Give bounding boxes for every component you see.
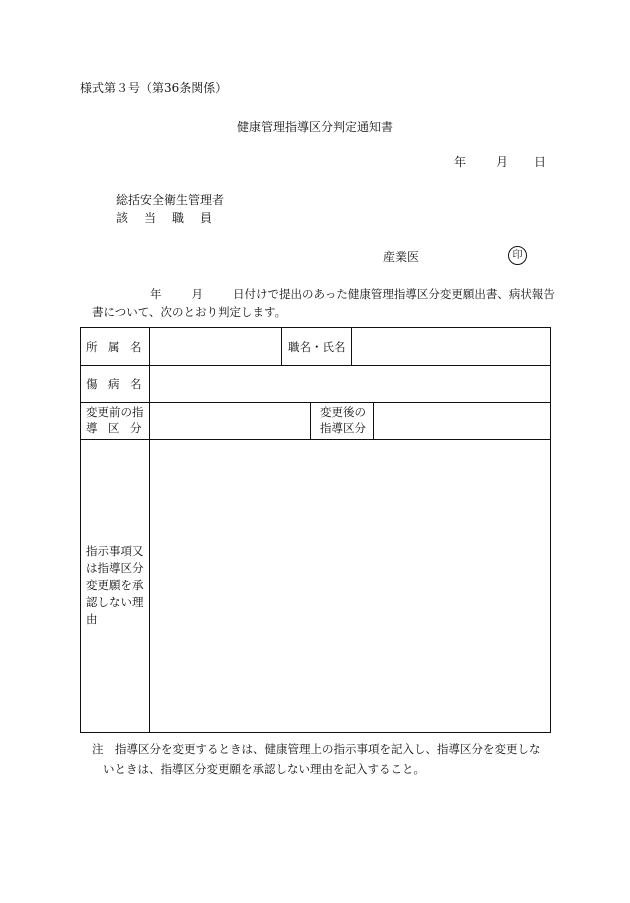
disease-field[interactable] [151,366,549,401]
body-month-label: 月 [191,287,203,301]
date-day-label: 日 [534,155,547,169]
after-category-field[interactable] [375,403,549,438]
table-rule [373,402,374,439]
table-rule [281,328,282,365]
before-category-field[interactable] [151,403,309,438]
after-label-line1: 変更後の [320,405,366,419]
form-number: 様式第３号（第36条関係） [80,81,228,95]
label-char: 傷 [86,377,98,391]
label-char: 所 [86,340,98,354]
body-year-label: 年 [150,287,162,301]
note-line2: いときは、指導区分変更願を承認しない理由を記入すること。 [103,762,425,776]
reason-label-line3: 変更願を承 [86,578,144,592]
body-line1-text: 日付けで提出のあった健康管理指導区分変更願出書、病状報告 [233,287,555,301]
addressee-line1: 総括安全衛生管理者 [116,193,225,207]
table-rule [310,402,311,439]
addressee-line2 [116,211,228,225]
reason-label-line2: は指導区分 [86,561,144,575]
seal-mark: 印 [508,246,527,265]
before-label-line2 [86,421,152,436]
doctor-label: 産業医 [383,250,420,264]
reason-field[interactable] [151,440,549,731]
date-year-label: 年 [454,155,467,169]
label-char: 区 [108,421,120,435]
addressee-char: 該 [116,211,129,225]
label-char: 名 [130,340,142,354]
note-line1: 注 指導区分を変更するときは、健康管理上の指示事項を記入し、指導区分を変更しな [92,742,541,756]
after-label-line2: 指導区分 [320,421,366,435]
date-line [432,155,546,169]
job-name-label: 職名・氏名 [288,340,346,354]
form-table [80,327,551,733]
addressee-char: 員 [200,211,213,225]
addressee-char: 職 [172,211,185,225]
reason-label-line4: 認しない理 [86,595,144,609]
disease-label [86,377,152,392]
table-rule [351,328,352,365]
reason-label-line1: 指示事項又 [86,544,144,558]
label-char: 導 [86,421,98,435]
label-char: 病 [108,377,120,391]
job-name-field[interactable] [353,329,549,364]
label-char: 分 [130,421,142,435]
before-label-line1: 変更前の指 [86,405,144,419]
date-month-label: 月 [496,155,509,169]
document-title: 健康管理指導区分判定通知書 [236,120,393,134]
addressee-char: 当 [144,211,157,225]
body-line1 [150,287,555,301]
label-char: 属 [108,340,120,354]
affiliation-field[interactable] [151,329,280,364]
label-char: 名 [130,377,142,391]
body-line2: 書について、次のとおり判定します。 [92,305,287,319]
affiliation-label [86,340,152,355]
reason-label-line5: 由 [86,612,98,626]
